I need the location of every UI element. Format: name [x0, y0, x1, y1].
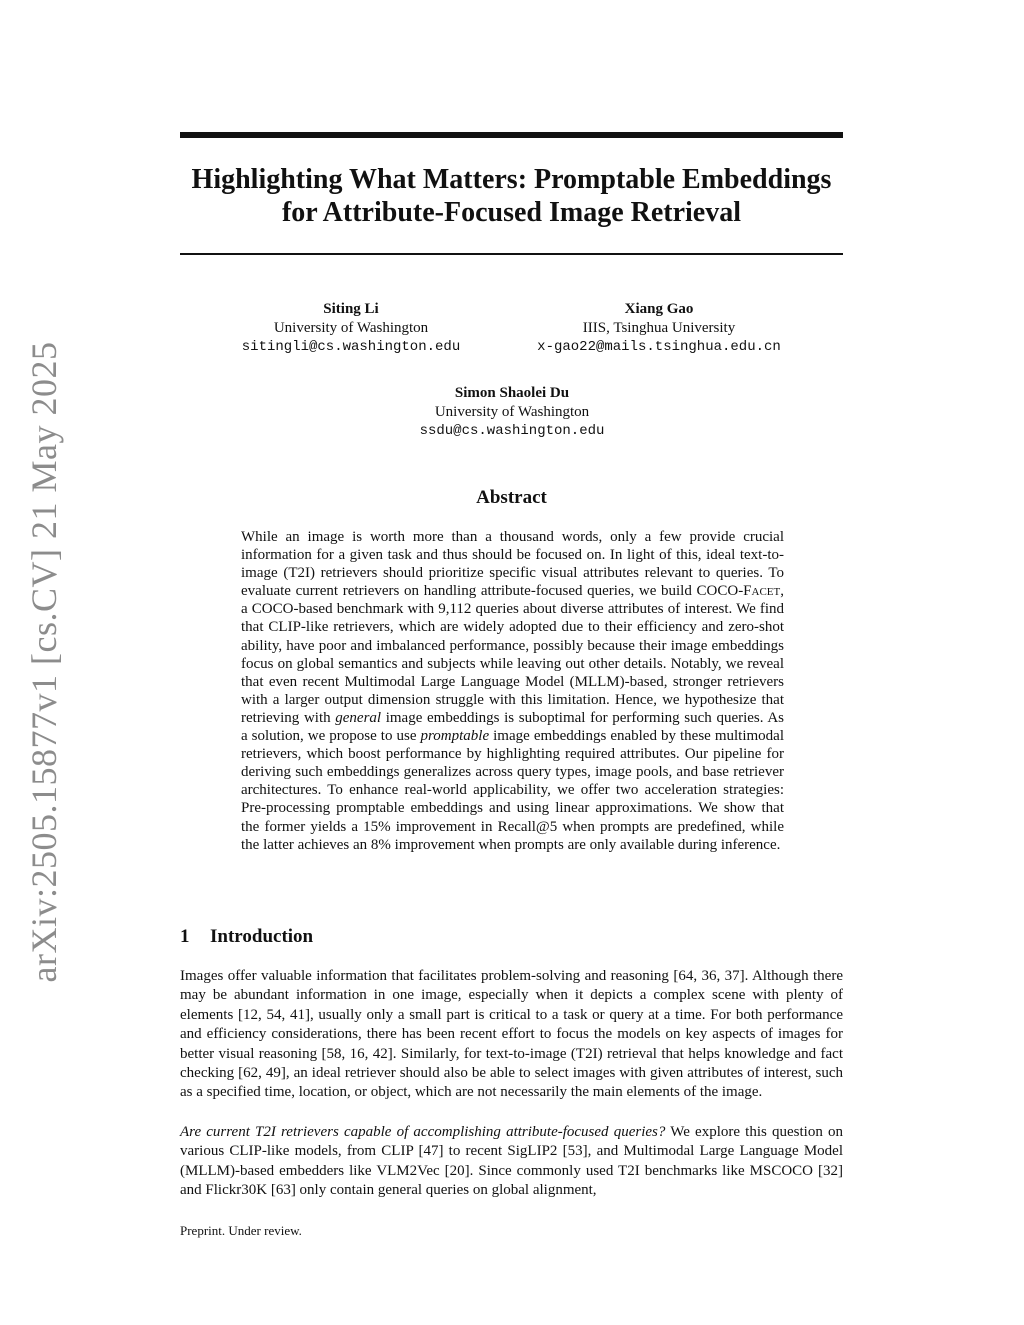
abstract-heading: Abstract — [476, 487, 547, 508]
section-number: 1 — [180, 926, 190, 947]
paper-title — [180, 163, 843, 229]
intro-paragraph-2-text: We explore this question on various CLIP-like models, from CLIP [47] to recent SigLIP2 [53], and Multimodal Large Language Model (MLLM)-based embedders like VLM2Vec [20]. Since commonly used T2I benchmarks like MSCOCO [32] and Flickr30K [63] only contain general queries on global alignment, — [180, 1124, 844, 1199]
section-heading-introduction — [180, 926, 313, 948]
author-affiliation: University of Washington — [273, 320, 429, 336]
abstract-text: , a COCO-based benchmark with 9,112 queries about diverse attributes of interest. We find that CLIP-like retrievers, which are widely adopted due to their efficiency and zero-shot ability, have poor and imbalanced performance, possibly because their image embeddings focus on global semantics and subjects while leaving out other details. Notably, we reveal that even recent Multimodal Large Language Model (MLLM)-based, stronger retrievers with a larger output dimension struggle with this limitation. Hence, we hypothesize that retrieving with — [241, 583, 784, 726]
author-email[interactable]: x-gao22@mails.tsinghua.edu.cn — [537, 339, 781, 355]
intro-paragraph-1: Images offer valuable information that facilitates problem-solving and reasoning [64, 36, 37]. Although there may be abundant information in one image, especially when it depicts a complex scene with plenty of elements [12, 54, 41], usually only a small part is critical to a task or query at a time. For both performance and efficiency considerations, there has been recent effort to focus the models on key aspects of images for better visual reasoning [58, 16, 42]. Similarly, for text-to-image (T2I) retrieval that helps knowledge and fact checking [62, 49], an ideal retriever should also be able to select images with given attributes of interest, such as a specified time, location, or object, which are not necessarily the main elements of the image. — [180, 968, 843, 1101]
author-email[interactable]: ssdu@cs.washington.edu — [419, 423, 605, 439]
author-affiliation: IIIS, Tsinghua University — [582, 320, 736, 336]
research-question: Are current T2I retrievers capable of accomplishing attribute-focused queries? — [180, 1124, 666, 1140]
author-block — [201, 300, 501, 357]
author-name: Siting Li — [323, 301, 379, 317]
abstract-emphasis: general — [335, 709, 382, 726]
author-name: Simon Shaolei Du — [454, 385, 570, 401]
benchmark-name: COCO-Facet — [696, 583, 781, 600]
title-line-2: for Attribute-Focused Image Retrieval — [281, 197, 742, 228]
title-line-1: Highlighting What Matters: Promptable Embeddings — [191, 164, 832, 195]
abstract-text: image embeddings is suboptimal for performing such queries. As a solution, we propose to use — [241, 709, 784, 745]
author-affiliation: University of Washington — [434, 404, 590, 420]
author-block — [362, 384, 662, 441]
abstract-emphasis: promptable — [420, 728, 490, 745]
abstract-text: While an image is worth more than a thousand words, only a few provide crucial information for a given task and thus should be focused on. In light of this, ideal text-to-image (T2I) retrievers should prioritize specific visual attributes relevant to queries. To evaluate current retrievers on handling attribute-focused queries, we build — [241, 529, 784, 600]
abstract-text: image embeddings enabled by these multimodal retrievers, which boost performance by highlighting required attributes. Our pipeline for deriving such embeddings generalizes across query types, image pools, and base retriever architectures. To enhance real-world applicability, we offer two acceleration strategies: Pre-processing promptable embeddings and using linear approximations. We show that the former yields a 15% improvement in Recall@5 when prompts are predefined, while the latter achieves an 8% improvement when prompts are only available during inference. — [241, 728, 785, 853]
footer-note: Preprint. Under review. — [180, 1223, 302, 1238]
author-email[interactable]: sitingli@cs.washington.edu — [241, 339, 461, 355]
intro-paragraph-2 — [180, 1123, 843, 1201]
author-name: Xiang Gao — [624, 301, 694, 317]
title-bottom-rule — [180, 253, 843, 255]
abstract-body — [241, 528, 784, 854]
section-title: Introduction — [210, 926, 314, 947]
title-top-rule — [180, 132, 843, 138]
author-block — [509, 300, 809, 357]
arxiv-identifier: arXiv:2505.15877v1 [cs.CV] 21 May 2025 — [24, 341, 64, 983]
